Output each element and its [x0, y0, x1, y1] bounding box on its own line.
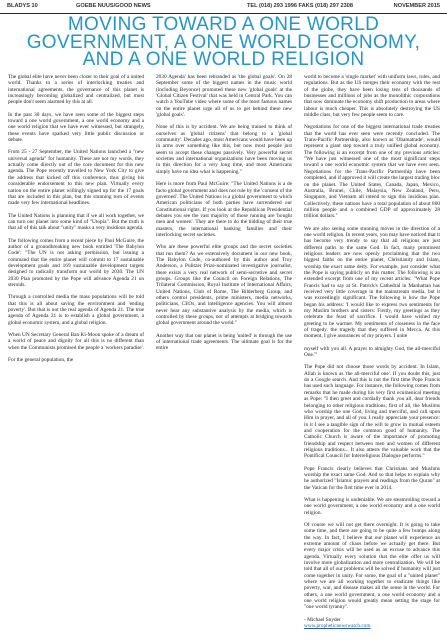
- paragraph: 2030 Agenda' has been rebranded as 'the global goals'. On 28 September some of the biggest names in the music world (including Beyonce) promoted these new 'global goals' at the 'Global Citizen Festival' that was held in Central Park. You can watch a YouTube video where some of the most famous names on the entire planet urge all of us to get behind these new 'global goals'.: [156, 74, 292, 119]
- title-line: AND A ONE WORLD RELIGION: [82, 49, 365, 70]
- paragraph: Another way that our planet is being 'united' is through the use of international trade agreements. The ultimate goal is for the entire: [156, 332, 292, 352]
- source-link[interactable]: www.propheticnewswatch.com: [304, 623, 371, 630]
- contact-numbers: TEL (018) 293 1996 FAKS (018) 297 2308: [247, 3, 353, 9]
- paragraph: None of this is by accident. We are being trained to think of ourselves as 'global citizens' that belong to a 'global community'. Decades ago, most Americans would have been up in arms over something like this, but now most people just seem to accept these changes passively. Very powerful secret societies and international organizations have been moving us in this direction for a very long time, and most Americans simply have no idea what is happening.": [156, 124, 292, 175]
- paragraph: For the general population, the: [8, 357, 74, 364]
- column-3: [304, 74, 440, 630]
- page-header: [0, 0, 447, 14]
- paragraph: When UN Secretary General Ban Ki-Moon spoke of a dream of a world of peace and dignity for all this is no different than when the Communists promised the people a 'workers paradise'.: [8, 332, 144, 351]
- paragraph: We are also seeing some stunning moves in the direction of a one world religion. In recent years, you may have noticed that it has become very trendy to say that all religions are just different paths to the same God. In fact, many prominent religious leaders are now openly proclaiming that the two biggest faiths on the entire planet, Christianity and Islam, worship the exact same deity. For example, just consider what the Pope is saying publicly on this matter. The following is an extended excerpt from one of my recent articles: "What Pope Francis had to say at St. Patrick's Cathedral in Manhattan has received very little coverage in the mainstream media, but it was exceedingly significant. The following is how the Pope began his address: 'I would like to express two sentiments for my Muslim brothers and sisters: Firstly, my greetings as they celebrate the feast of sacrifice. I would have wished my greeting to be warmer. My sentiments of closeness in the face of tragedy. the tragedy that they suffered in Mecca. At this moment, I give assurances of my prayers. I unite: [304, 225, 440, 340]
- title-line: GOVERNMENT, A ONE WORLD ECONOMY,: [26, 31, 421, 53]
- paragraph: What is happening is undeniable. We are steamrolling toward a one world government, a one world economy and a one world religion.: [304, 496, 440, 516]
- author-name: - Michael Snyder: [304, 616, 341, 623]
- paragraph: From 25 - 27 September, the United Nations launched a "new universal agenda" for humanity. These are not my words, they actually come directly out of the core document for this new agenda. The Pope recently travelled to New York City to give the address that kicked off this conference, thus giving his considerable endorsement to this new plan. Virtually every nation on the entire planet willingly signed up for the 17 goals that are included in this plan, but this stunning turn of events made very few international headlines.: [8, 149, 144, 207]
- publication-name: GOEBE NUUS/GOOD NEWS: [76, 3, 151, 9]
- paragraph: In the past 30 days, we have seen some of the biggest steps toward a one world government, a one world economy and a one world religion that we have ever witnessed, but strangely, these events have sparked very little public discussion or debate.: [8, 111, 144, 144]
- paragraph: Here is more from Paul McGuire: "The United Nations is a de facto global government and does not rule by the 'consent of the governed'. The United Nations is a global government to which American politicians of both parties have surrendered our Constitutional rights. If you look at the Republican Presidential debates you see the vast majority of those running are 'bought men and women'. They are there to do the bidding of their true masters, the international banking families and their interlocking secret societies.: [156, 181, 292, 238]
- paragraph: Who are these powerful elite groups and the secret societies that run them? As we extensively document in our new book, The Babylon Code, co-authored by this author and Troy Anderson, a Pulitzer Prize-nominated investigative journalist, there exists a very real network of semi-secretive and secret groups. Groups like the Council on Foreign Relations, The Trilateral Commission, Royal Institute of International Affairs, United Nations, Club of Rome, The Bilderberg Group, and others control presidents, prime ministers, media networks, politicians, CEOs, and intelligence agencies. You will almost never hear any substantive analysis by the media, which is controlled by these groups, nor of attempts at bridging towards global government around the world.": [156, 244, 292, 327]
- paragraph: The following comes from a recent piece by Paul McGuire, the author of a groundbreaking new book entitled 'The Babylon Code': "The UN is not asking permission, but issuing a command that the entire planet will commit to 17 sustainable development goals and 169 sustainable development targets designed to radically transform our world by 2030. The UN 2030 Plan promoted by the Pope will advance Agenda 21 on steroids.: [8, 237, 144, 288]
- issue-date: NOVEMBER 2015: [393, 3, 440, 9]
- paragraph: myself with you all. A prayer to almighty God, the all-merciful One.'": [304, 345, 440, 359]
- paragraph: Through a controlled media the mass populations will be told that this is all about saving the environment and 'ending poverty'. But that is not the real agenda of Agenda 21. The true agenda of Agenda 21 is to establish a global government, a global economic system, and a global religion.: [8, 294, 144, 326]
- column-1: [8, 74, 144, 363]
- paragraph: Pope Francis clearly believes that Christians and Muslims worship the exact same God. And so that helps to explain why he authorized "Islamic prayers and readings from the Quran" at the Vatican for the first time ever in 2014.: [304, 465, 440, 491]
- paragraph: world to become a 'single market' with uniform laws, rules, and regulations. But as the US merges their economy with the rest of the globe, they have been losing tens of thousands of businesses and millions of jobs as the monolithic corporations that now dominate the economy shift production to areas where labour is much cheaper. This is absolutely destroying the US middle class, but very few people seem to care.: [304, 74, 440, 119]
- column-2: [156, 74, 292, 352]
- article-body: [8, 74, 440, 636]
- title-line: MOVING TOWARD A ONE WORLD: [67, 14, 380, 35]
- paragraph: Negotiations for one of the biggest international trade treaties that the world has ever seen were recently concluded. The Trans-Pacific Partnership, also known as 'Obamatrade', would represent a giant step toward a truly unified global economy. The following is an excerpt from one of my previous articles: "We have just witnessed one of the most significant steps toward a one world economic system that we have ever seen. Negotiations for the Trans-Pacific Partnership have been completed, and if approved it will create the largest trading bloc on the planet. The United States, Canada, Japan, Mexico, Australia, Brunei, Chile, Malaysia, New Zealand, Peru, Singapore, and Vietnam all intend to sign this insidious plan. Collectively, these nations have a total population of about 800 million people and a combined GDP of approximately 28 trillion dollars.": [304, 124, 440, 220]
- paragraph: The Pope did not choose those words by accident. In Islam, Allah is known as 'the all-merciful one'. If you doubt this, just do a Google search. And this is not the first time Pope Francis has used such language. For instance, the following comes from remarks that he made during his very first ecumenical meeting as Pope: "I then greet and cordially thank you all, dear friends belonging to other religious traditions; first of all, the Muslims who worship the one God, living and merciful, and call upon Him in prayer, and all of you. I really appreciate your presence: in it I see a tangible sign of the will to grow in mutual esteem and cooperation for the common good of humanity. The Catholic Church is aware of the importance of promoting friendship and respect between men and women of different religious traditions... It also attests the valuable work that the Pontifical Council for Interreligious Dialogue performs.": [304, 364, 440, 460]
- byline: [304, 617, 440, 630]
- paragraph: The United Nations is planning that if we all work together, we can turn our planet into some kind of "Utopia". But the truth is that all of this talk about "unity" masks a very insidious agenda.: [8, 212, 144, 232]
- page-number: BLADYS 10: [7, 3, 38, 9]
- paragraph: Of course we will not get there overnight. It is going to take some time, and there are going to be quite a few bumps along the way. In fact, I believe that our planet will experience an extreme amount of chaos before we actually get there. But every major crisis will be used as an excuse to advance this agenda. Virtually every solution that the elite offer us will involve more globalization and more centralization. We will be told that all of our problems will be solved if humanity will just come together in unity. For some, the goal of a "united planet" where we are all working together to eradicate things like poverty, war, and disease makes all the sense in the world. For others, a one world government, a one world economy and a one world religion would greatly mean setting the stage for "one world tyranny".: [304, 522, 440, 611]
- paragraph: The global elite have never been closer to their goal of a united world. Thanks to a series of interlocking treaties and international agreements, the governance of this planet is increasingly becoming globalized and centralized, but most people don't seem alarmed by this at all.: [8, 74, 144, 106]
- article-title: [6, 16, 441, 69]
